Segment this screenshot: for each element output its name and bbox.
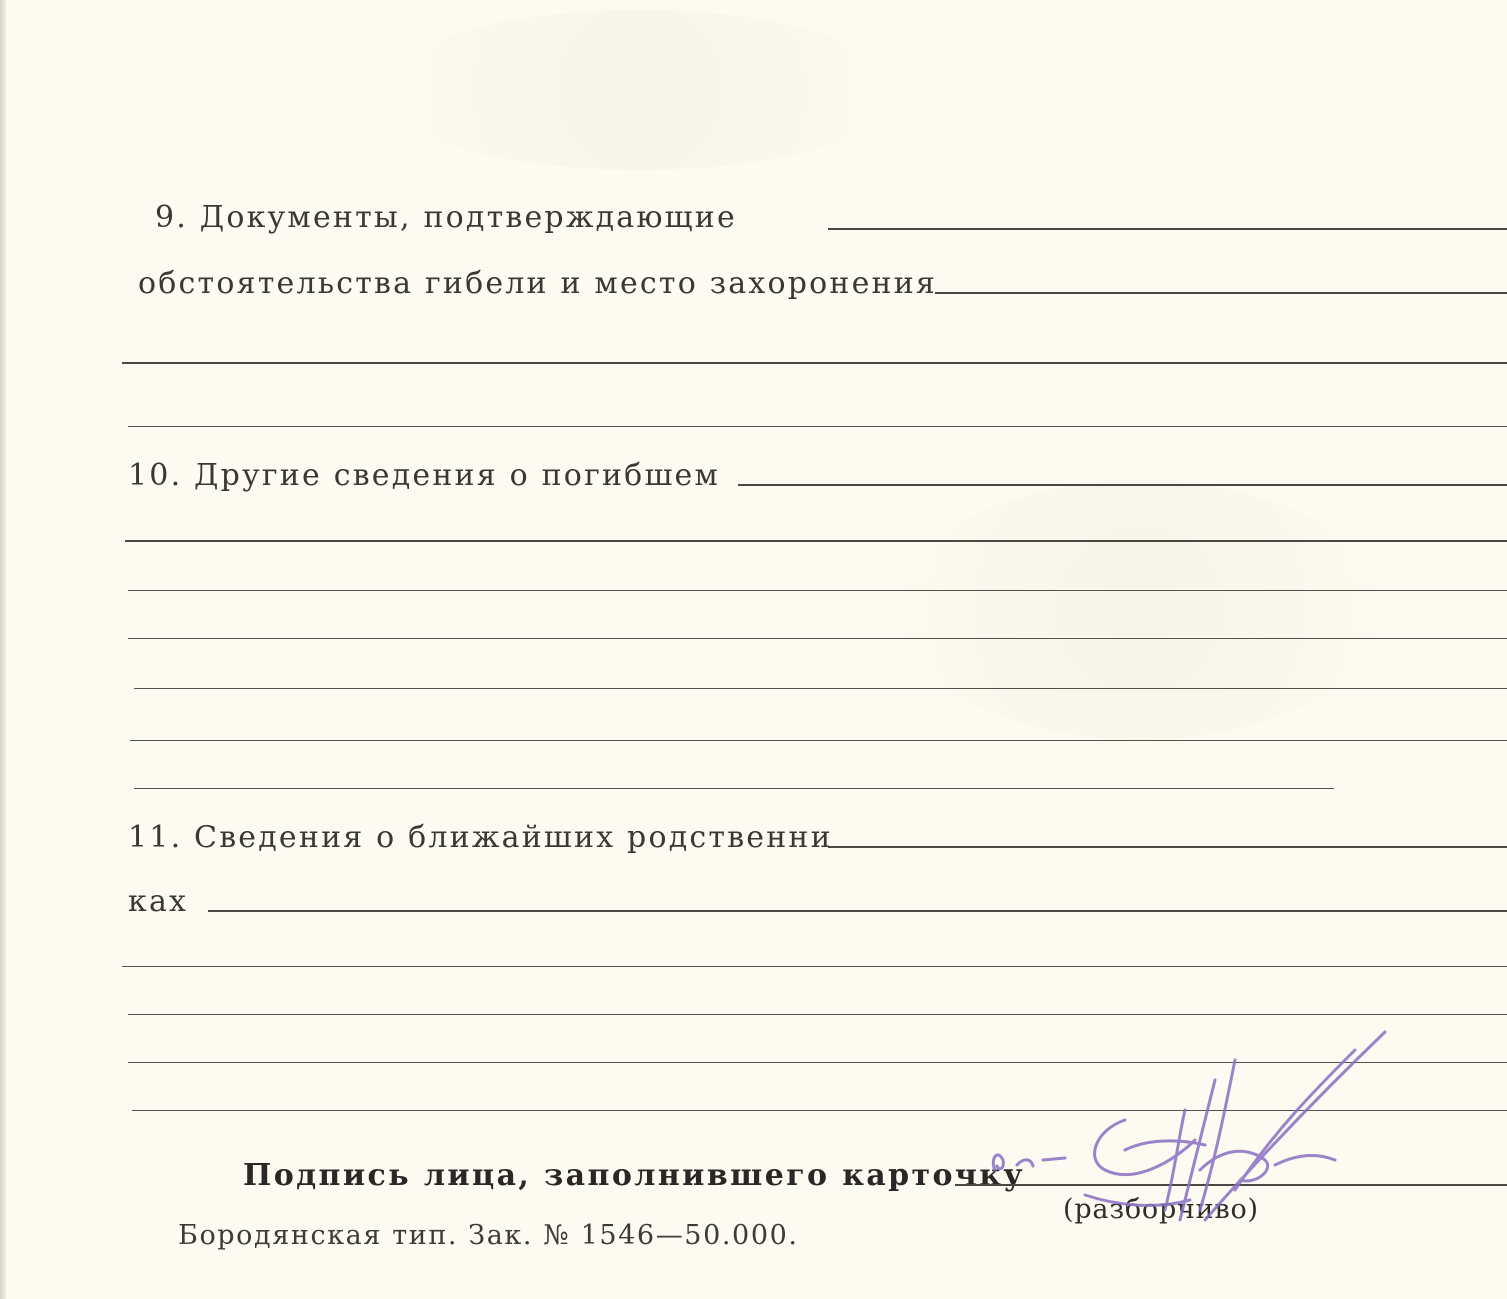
card-edge [0,0,6,1299]
item10-fill-line [738,484,1507,486]
item11-label-line2: ках [128,884,189,919]
item11-label-line1: 11. Сведения о ближайших родственни [128,820,833,855]
handwritten-signature [975,1020,1405,1240]
item10-blank-line [128,638,1507,639]
paper-stain [900,480,1380,740]
item9-fill-line-2 [935,292,1507,294]
item10-blank-line [128,590,1507,591]
item11-blank-line [122,966,1507,967]
item11-blank-line [128,1014,1507,1015]
item11-fill-line-2 [208,910,1507,912]
signature-hint: (разборчиво) [1063,1194,1259,1225]
signature-label: Подпись лица, заполнившего карточку [243,1158,1025,1193]
item10-blank-line [134,688,1507,689]
printer-imprint: Бородянская тип. Зак. № 1546—50.000. [178,1220,799,1251]
item10-blank-line [130,740,1507,741]
item10-label: 10. Другие сведения о погибшем [128,458,721,493]
item10-blank-line [125,540,1507,542]
item11-fill-line-1 [828,846,1507,848]
item9-blank-line [122,362,1507,364]
paper-stain [380,10,900,170]
item9-label-line2: обстоятельства гибели и место захоронения [138,266,938,301]
item9-blank-line [128,426,1507,427]
item9-fill-line-1 [828,228,1507,230]
item10-blank-line [134,788,1334,789]
item9-label-line1: 9. Документы, подтверждающие [155,200,737,235]
